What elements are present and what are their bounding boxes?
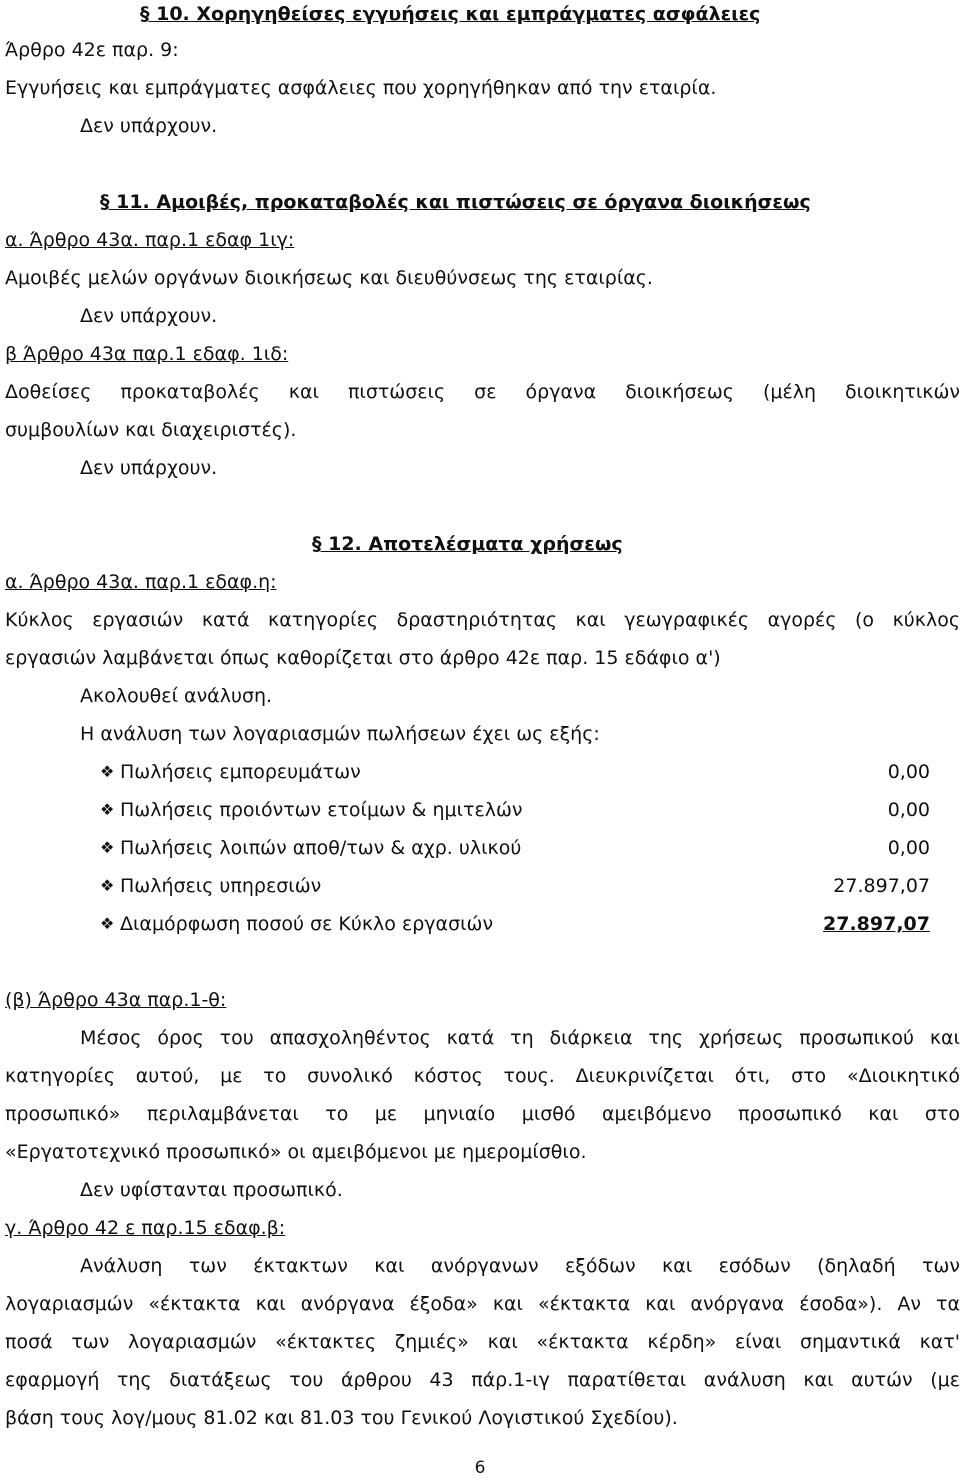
diamond-bullet-icon: ❖: [100, 876, 115, 895]
sales-item-label: Πωλήσεις υπηρεσιών: [120, 875, 322, 897]
section-12c-text-line: ποσά των λογαριασμών «έκτακτες ζημιές» και «έκτακτα κέρδη» είναι σημαντικά κατ': [5, 1331, 960, 1353]
section-12c-text-line: Ανάλυση των έκτακτων και ανόργανων εξόδων και εσόδων (δηλαδή των: [80, 1255, 960, 1277]
page-number: 6: [474, 1458, 486, 1478]
section-12c-reference: γ. Άρθρο 42 ε παρ.15 εδαφ.β:: [5, 1217, 286, 1239]
sales-item-label: Πωλήσεις λοιπών αποθ/των & αχρ. υλικού: [120, 837, 522, 859]
section-11a-description: Αμοιβές μελών οργάνων διοικήσεως και διευθύνσεως της εταιρίας.: [5, 267, 653, 289]
section-12c-text-line: λογαριασμών «έκτακτα και ανόργανα έξοδα» και «έκτακτα και ανόργανα έσοδα»). Αν τα: [5, 1293, 960, 1315]
section-12b-text-line: κατηγορίες αυτού, με το συνολικό κόστος τους. Διευκρινίζεται ότι, στο «Διοικητικό: [5, 1065, 960, 1087]
sales-total-label: Διαμόρφωση ποσού σε Κύκλο εργασιών: [120, 913, 494, 935]
sales-item-value: 0,00: [887, 837, 930, 859]
sales-total-value: 27.897,07: [823, 913, 930, 935]
sales-item-value: 27.897,07: [833, 875, 930, 897]
diamond-bullet-icon: ❖: [100, 838, 115, 857]
section-11b-description-line: συμβουλίων και διαχειριστές).: [5, 419, 297, 441]
section-12b-value: Δεν υφίστανται προσωπικό.: [80, 1179, 343, 1201]
section-10-value: Δεν υπάρχουν.: [80, 115, 218, 137]
diamond-bullet-icon: ❖: [100, 762, 115, 781]
sales-analysis-intro: Η ανάλυση των λογαριασμών πωλήσεων έχει ως εξής:: [80, 723, 600, 745]
section-10-reference: Άρθρο 42ε παρ. 9:: [5, 39, 179, 61]
section-12a-description-line: εργασιών λαμβάνεται όπως καθορίζεται στο άρθρο 42ε παρ. 15 εδάφιο α'): [5, 647, 721, 669]
section-12c-text-line: εφαρμογή της διατάξεως του άρθρου 43 πάρ.1-ιγ παρατίθεται ανάλυση και αυτών (με: [5, 1369, 960, 1391]
analysis-follows-note: Ακολουθεί ανάλυση.: [80, 685, 273, 707]
section-12a-reference: α. Άρθρο 43α. παρ.1 εδαφ.η:: [5, 571, 277, 593]
section-11b-description-line: Δοθείσες προκαταβολές και πιστώσεις σε όργανα διοικήσεως (μέλη διοικητικών: [5, 381, 960, 403]
sales-item-label: Πωλήσεις εμπορευμάτων: [120, 761, 361, 783]
section-11b-value: Δεν υπάρχουν.: [80, 457, 218, 479]
section-12-heading: § 12. Αποτελέσματα χρήσεως: [312, 533, 623, 555]
diamond-bullet-icon: ❖: [100, 914, 115, 933]
section-12b-reference: (β) Άρθρο 43α παρ.1-θ:: [5, 989, 227, 1011]
section-11-heading: § 11. Αμοιβές, προκαταβολές και πιστώσεις σε όργανα διοικήσεως: [100, 191, 811, 213]
section-11a-value: Δεν υπάρχουν.: [80, 305, 218, 327]
diamond-bullet-icon: ❖: [100, 800, 115, 819]
section-11b-reference: β Άρθρο 43α παρ.1 εδαφ. 1ιδ:: [5, 343, 289, 365]
sales-item-label: Πωλήσεις προιόντων ετοίμων & ημιτελών: [120, 799, 523, 821]
section-12b-text-line: Μέσος όρος του απασχοληθέντος κατά τη διάρκεια της χρήσεως προσωπικού και: [80, 1027, 960, 1049]
section-12b-text-line: «Εργατοτεχνικό προσωπικό» οι αμειβόμενοι με ημερομίσθιο.: [5, 1141, 587, 1163]
section-11a-reference: α. Άρθρο 43α. παρ.1 εδαφ 1ιγ:: [5, 229, 295, 251]
section-10-heading: § 10. Χορηγηθείσες εγγυήσεις και εμπράγματες ασφάλειες: [140, 3, 761, 25]
section-10-description: Εγγυήσεις και εμπράγματες ασφάλειες που χορηγήθηκαν από την εταιρία.: [5, 77, 717, 99]
section-12c-text-line: βάση τους λογ/μους 81.02 και 81.03 του Γενικού Λογιστικού Σχεδίου).: [5, 1407, 678, 1429]
sales-item-value: 0,00: [887, 761, 930, 783]
section-12a-description-line: Κύκλος εργασιών κατά κατηγορίες δραστηριότητας και γεωγραφικές αγορές (ο κύκλος: [5, 609, 960, 631]
section-12b-text-line: προσωπικό» περιλαμβάνεται το με μηνιαίο μισθό αμειβόμενο προσωπικό και στο: [5, 1103, 960, 1125]
sales-item-value: 0,00: [887, 799, 930, 821]
